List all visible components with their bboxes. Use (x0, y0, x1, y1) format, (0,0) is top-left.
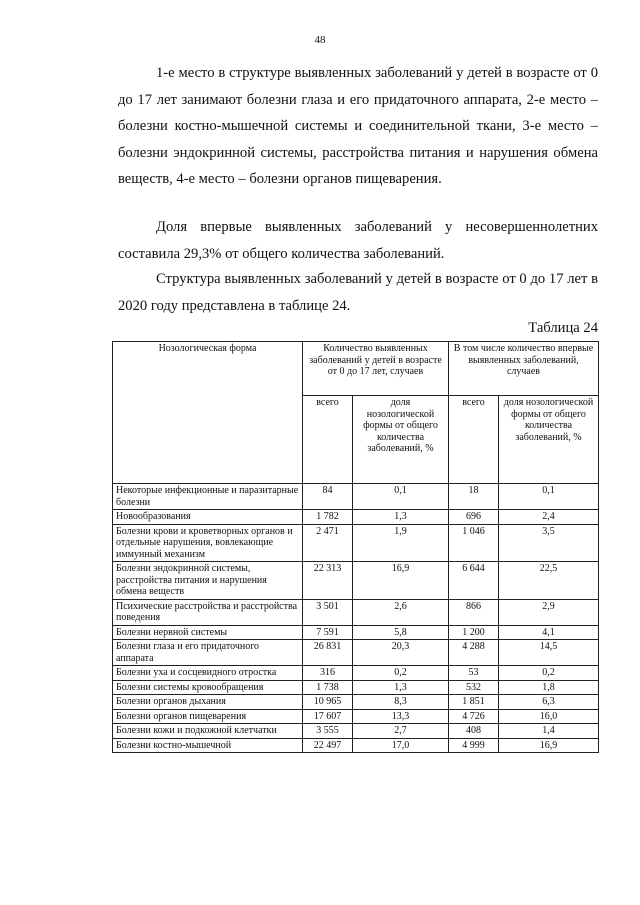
cell-total: 2 471 (303, 524, 353, 562)
cell-new-total: 408 (449, 724, 499, 739)
disease-structure-table (112, 341, 599, 753)
cell-share: 2,6 (353, 599, 449, 625)
page-number: 48 (314, 34, 326, 46)
table-row (113, 484, 599, 510)
cell-form: Болезни органов пищеварения (113, 709, 303, 724)
cell-new-share: 14,5 (499, 640, 599, 666)
cell-form: Новообразования (113, 510, 303, 525)
table-row (113, 599, 599, 625)
cell-new-share: 2,4 (499, 510, 599, 525)
cell-share: 5,8 (353, 625, 449, 640)
table-caption: Таблица 24 (528, 320, 598, 336)
header-total-group: Количество выявленных заболеваний у детей в возрасте от 0 до 17 лет, случаев (303, 342, 449, 396)
cell-share: 17,0 (353, 738, 449, 753)
cell-new-total: 6 644 (449, 562, 499, 600)
cell-total: 17 607 (303, 709, 353, 724)
cell-new-share: 2,9 (499, 599, 599, 625)
cell-share: 0,2 (353, 666, 449, 681)
cell-new-share: 4,1 (499, 625, 599, 640)
table-header-row (113, 342, 599, 396)
cell-total: 316 (303, 666, 353, 681)
cell-new-share: 1,8 (499, 680, 599, 695)
paragraph-new-share (118, 214, 598, 267)
cell-total: 22 313 (303, 562, 353, 600)
cell-new-share: 22,5 (499, 562, 599, 600)
table-row (113, 524, 599, 562)
cell-new-share: 6,3 (499, 695, 599, 710)
header-nosological-form: Нозологическая форма (113, 342, 303, 484)
cell-new-total: 4 726 (449, 709, 499, 724)
cell-form: Болезни системы кровообращения (113, 680, 303, 695)
cell-share: 2,7 (353, 724, 449, 739)
header-new-total: всего (449, 396, 499, 484)
table-row (113, 709, 599, 724)
table-row (113, 625, 599, 640)
cell-new-total: 532 (449, 680, 499, 695)
cell-new-share: 16,0 (499, 709, 599, 724)
cell-new-total: 18 (449, 484, 499, 510)
cell-share: 20,3 (353, 640, 449, 666)
cell-total: 7 591 (303, 625, 353, 640)
cell-total: 26 831 (303, 640, 353, 666)
cell-new-total: 696 (449, 510, 499, 525)
cell-share: 13,3 (353, 709, 449, 724)
cell-new-share: 16,9 (499, 738, 599, 753)
cell-new-total: 4 999 (449, 738, 499, 753)
table-row (113, 666, 599, 681)
header-new-group: В том числе количество впервые выявленных заболеваний, случаев (449, 342, 599, 396)
cell-new-total: 1 046 (449, 524, 499, 562)
cell-form: Болезни органов дыхания (113, 695, 303, 710)
cell-form: Болезни эндокринной системы, расстройства питания и нарушения обмена веществ (113, 562, 303, 600)
paragraph-new-share-text: Доля впервые выявленных заболеваний у несовершеннолетних составила 29,3% от общего количества заболеваний. (118, 219, 598, 262)
paragraph-ranking-text: 1-е место в структуре выявленных заболеваний у детей в возрасте от 0 до 17 лет занимают болезни глаза и его придаточного аппарата, 2-е место – болезни костно-мышечной системы и соединительной ткани, 3-е место – болезни эндокринной системы, расстройства питания и нарушения обмена веществ, 4-е место – болезни органов пищеварения. (118, 65, 598, 187)
table-row (113, 695, 599, 710)
cell-new-total: 1 200 (449, 625, 499, 640)
cell-total: 84 (303, 484, 353, 510)
cell-share: 1,3 (353, 510, 449, 525)
cell-new-share: 1,4 (499, 724, 599, 739)
cell-form: Психические расстройства и расстройства поведения (113, 599, 303, 625)
table-row (113, 680, 599, 695)
cell-form: Болезни крови и кроветворных органов и отдельные нарушения, вовлекающие иммунный механизм (113, 524, 303, 562)
cell-form: Болезни нервной системы (113, 625, 303, 640)
paragraph-structure (118, 266, 598, 319)
cell-new-total: 4 288 (449, 640, 499, 666)
cell-new-total: 53 (449, 666, 499, 681)
cell-share: 16,9 (353, 562, 449, 600)
cell-share: 0,1 (353, 484, 449, 510)
cell-form: Болезни уха и сосцевидного отростка (113, 666, 303, 681)
cell-new-total: 1 851 (449, 695, 499, 710)
cell-form: Болезни глаза и его придаточного аппарата (113, 640, 303, 666)
table-row (113, 640, 599, 666)
cell-new-share: 0,1 (499, 484, 599, 510)
cell-form: Болезни кожи и подкожной клетчатки (113, 724, 303, 739)
cell-total: 1 782 (303, 510, 353, 525)
cell-total: 10 965 (303, 695, 353, 710)
header-share: доля нозологической формы от общего количества заболеваний, % (353, 396, 449, 484)
paragraph-structure-text: Структура выявленных заболеваний у детей в возрасте от 0 до 17 лет в 2020 году представлена в таблице 24. (118, 271, 598, 314)
cell-new-share: 3,5 (499, 524, 599, 562)
header-new-share: доля нозологической формы от общего количества заболеваний, % (499, 396, 599, 484)
cell-share: 1,9 (353, 524, 449, 562)
header-total: всего (303, 396, 353, 484)
paragraph-ranking (118, 60, 598, 193)
cell-new-share: 0,2 (499, 666, 599, 681)
cell-form: Некоторые инфекционные и паразитарные болезни (113, 484, 303, 510)
cell-share: 8,3 (353, 695, 449, 710)
cell-form: Болезни костно-мышечной (113, 738, 303, 753)
table-row (113, 738, 599, 753)
table-row (113, 510, 599, 525)
cell-total: 1 738 (303, 680, 353, 695)
cell-total: 3 555 (303, 724, 353, 739)
cell-share: 1,3 (353, 680, 449, 695)
table-row (113, 724, 599, 739)
cell-total: 3 501 (303, 599, 353, 625)
cell-new-total: 866 (449, 599, 499, 625)
table-row (113, 562, 599, 600)
cell-total: 22 497 (303, 738, 353, 753)
